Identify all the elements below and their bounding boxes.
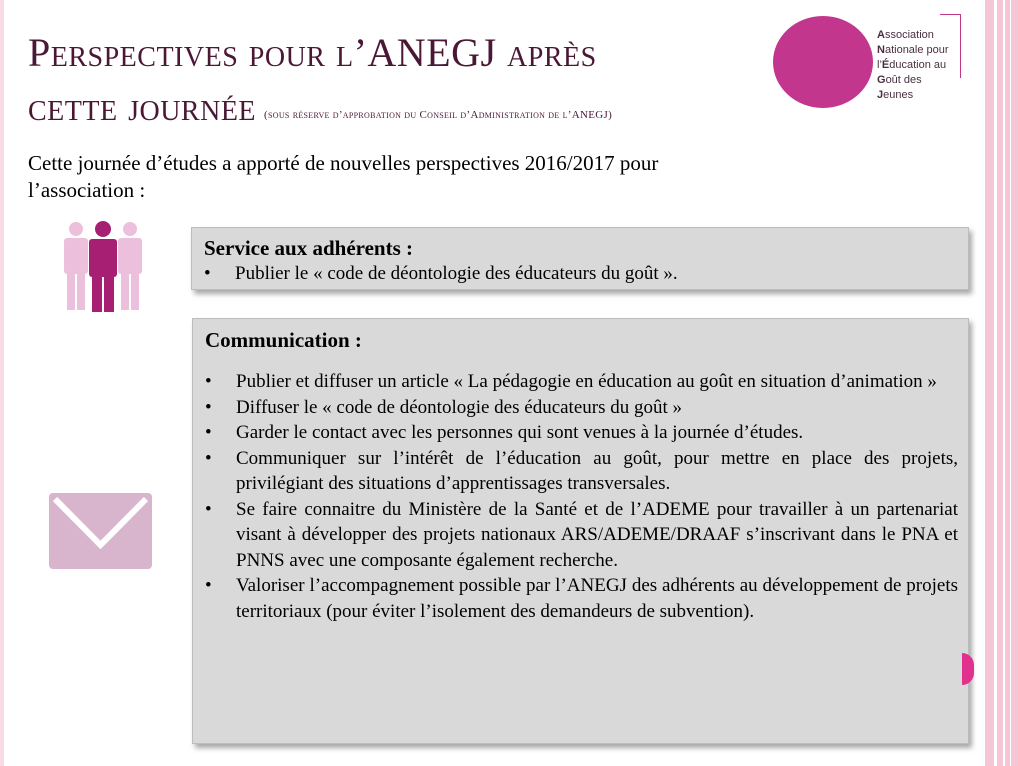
communication-list xyxy=(205,369,958,624)
title-line-2-text: cette journée xyxy=(28,84,257,129)
list-item: • Communiquer sur l’intérêt de l’éducation au goût, pour mettre en place des projets, privilégiant des situations d’apprentissages transversales. xyxy=(205,446,958,497)
logo-line xyxy=(877,28,949,43)
service-list xyxy=(204,261,956,287)
list-item: • Publier le « code de déontologie des éducateurs du goût ». xyxy=(204,261,956,287)
communication-box xyxy=(192,318,969,744)
logo-line xyxy=(877,58,949,73)
communication-title: Communication : xyxy=(205,328,362,352)
list-item: • Valoriser l’accompagnement possible par l’ANEGJ des adhérents au développement de projets territoriaux (pour éviter l’isolement des demandeurs de subvention). xyxy=(205,573,958,624)
logo-initial: G xyxy=(877,74,886,86)
logo-line xyxy=(877,88,949,103)
list-item: • Garder le contact avec les personnes qui sont venues à la journée d’études. xyxy=(205,420,958,446)
slide-title xyxy=(28,26,828,142)
list-item: • Publier et diffuser un article « La pédagogie en éducation au goût en situation d’animation » xyxy=(205,369,958,395)
intro-text xyxy=(28,150,888,204)
service-title: Service aux adhérents : xyxy=(204,236,414,260)
logo-rest: ationale pour xyxy=(884,44,949,56)
people-icon xyxy=(62,220,144,312)
logo-circle xyxy=(773,16,873,108)
logo-line xyxy=(877,73,949,88)
stripe-gap xyxy=(994,0,997,766)
logo-line xyxy=(877,43,949,58)
mail-icon xyxy=(49,493,152,569)
logo-initial: A xyxy=(877,29,885,41)
stripe-gap xyxy=(1010,0,1011,766)
list-item: • Se faire connaitre du Ministère de la Santé et de l’ADEME pour travailler à un partenariat visant à développer des projets nationaux ARS/ADEME/DRAAF s’inscrivant dans le PNA et PNNS avec une composante également recherche. xyxy=(205,497,958,574)
list-item: • Diffuser le « code de déontologie des éducateurs du goût » xyxy=(205,395,958,421)
logo-rest: eunes xyxy=(883,89,914,101)
logo-rest: ducation au xyxy=(889,59,947,71)
stripe-gap xyxy=(1003,0,1005,766)
logo-frame-line xyxy=(940,14,961,15)
logo-text xyxy=(877,28,949,103)
logo-initial: É xyxy=(881,59,890,71)
service-box xyxy=(191,227,969,290)
intro-line-1: Cette journée d’études a apporté de nouvelles perspectives 2016/2017 pour xyxy=(28,151,659,175)
logo-frame-line xyxy=(960,14,961,78)
intro-line-2: l’association : xyxy=(28,178,146,202)
left-decorative-stripe xyxy=(0,0,4,766)
right-decorative-stripe xyxy=(985,0,1018,766)
logo-initial: J xyxy=(877,89,884,101)
title-note: (sous réserve d’approbation du Conseil d’Administration de l’ANEGJ) xyxy=(264,109,613,121)
logo-initial: N xyxy=(877,44,885,56)
title-line-2 xyxy=(28,80,828,142)
logo-rest: l’ xyxy=(877,59,882,71)
decorative-dot xyxy=(962,653,974,685)
title-line-1: Perspectives pour l’ANEGJ après xyxy=(28,30,597,75)
logo-rest: ssociation xyxy=(884,29,934,41)
logo-rest: oût des xyxy=(885,74,922,86)
